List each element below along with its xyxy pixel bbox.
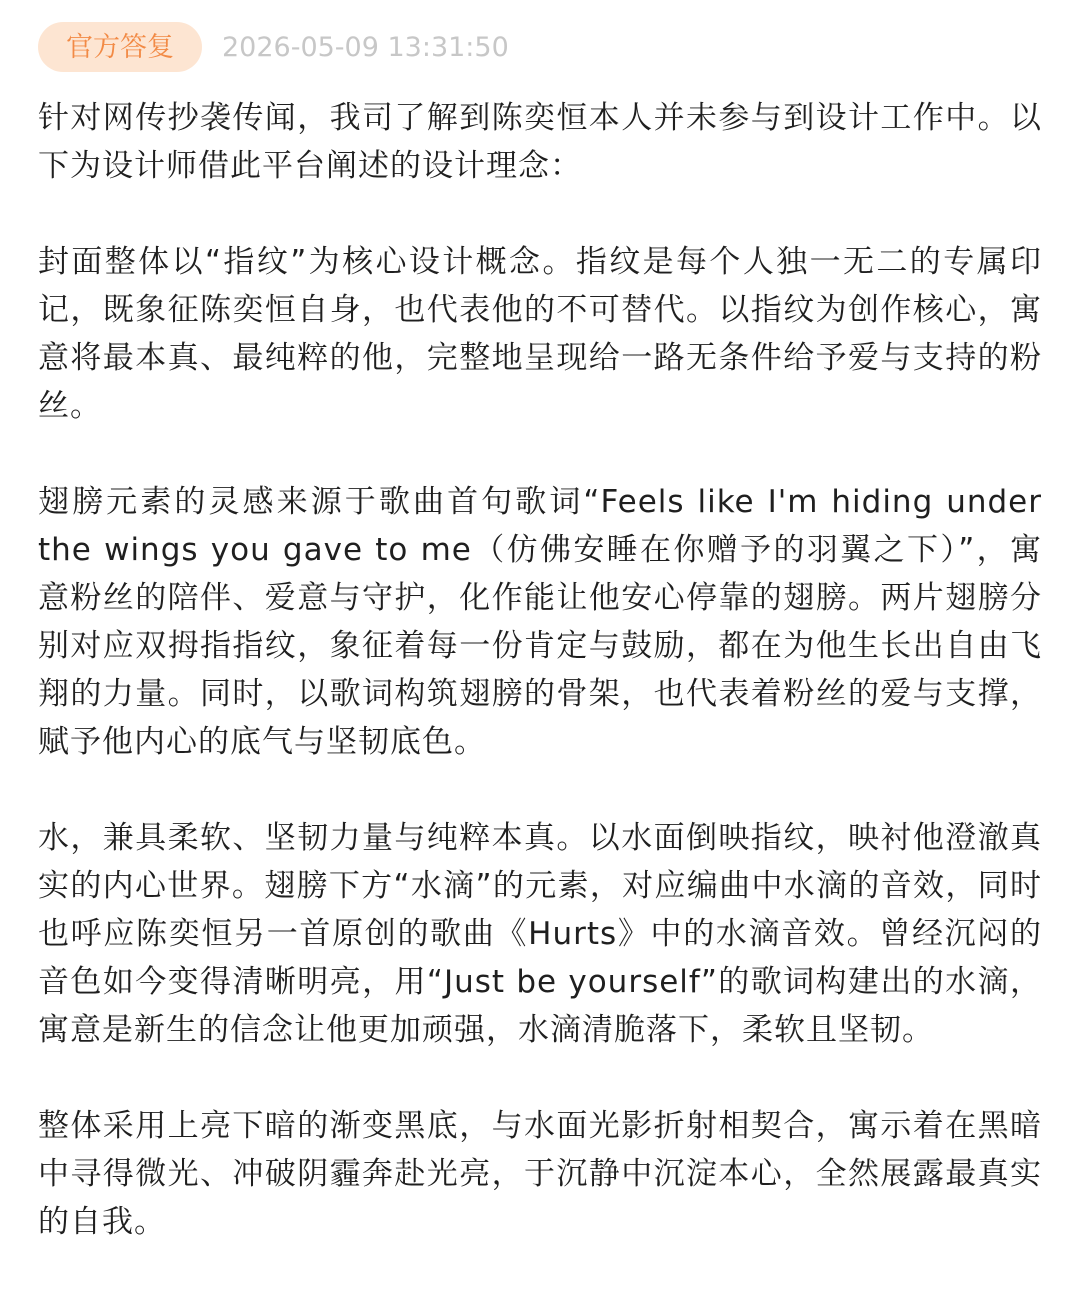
official-reply-badge: 官方答复 xyxy=(38,22,202,72)
reply-meta-row xyxy=(38,22,1042,72)
reply-paragraph-fingerprint: 封面整体以“指纹”为核心设计概念。指纹是每个人独一无二的专属印记，既象征陈奕恒自身，也代表他的不可替代。以指纹为创作核心，寓意将最本真、最纯粹的他，完整地呈现给一路无条件给予爱与支持的粉丝。 xyxy=(38,244,1042,424)
reply-body xyxy=(38,94,1042,1246)
reply-paragraph-water: 水，兼具柔软、坚韧力量与纯粹本真。以水面倒映指纹，映衬他澄澈真实的内心世界。翅膀下方“水滴”的元素，对应编曲中水滴的音效，同时也呼应陈奕恒另一首原创的歌曲《Hurts》中的水滴音效。曾经沉闷的音色如今变得清晰明亮，用“Just be yourself”的歌词构建出的水滴，寓意是新生的信念让他更加顽强，水滴清脆落下，柔软且坚韧。 xyxy=(38,820,1042,1048)
reply-timestamp: 2026-05-09 13:31:50 xyxy=(222,31,509,63)
reply-paragraph-wings: 翅膀元素的灵感来源于歌曲首句歌词“Feels like I'm hiding under the wings you gave to me（仿佛安睡在你赠予的羽翼之下）”，寓意粉丝的陪伴、爱意与守护，化作能让他安心停靠的翅膀。两片翅膀分别对应双拇指指纹，象征着每一份肯定与鼓励，都在为他生长出自由飞翔的力量。同时，以歌词构筑翅膀的骨架，也代表着粉丝的爱与支撑，赋予他内心的底气与坚韧底色。 xyxy=(38,484,1042,760)
reply-paragraph-intro: 针对网传抄袭传闻，我司了解到陈奕恒本人并未参与到设计工作中。以下为设计师借此平台阐述的设计理念： xyxy=(38,100,1042,184)
reply-paragraph-gradient: 整体采用上亮下暗的渐变黑底，与水面光影折射相契合，寓示着在黑暗中寻得微光、冲破阴霾奔赴光亮，于沉静中沉淀本心，全然展露最真实的自我。 xyxy=(38,1108,1042,1240)
